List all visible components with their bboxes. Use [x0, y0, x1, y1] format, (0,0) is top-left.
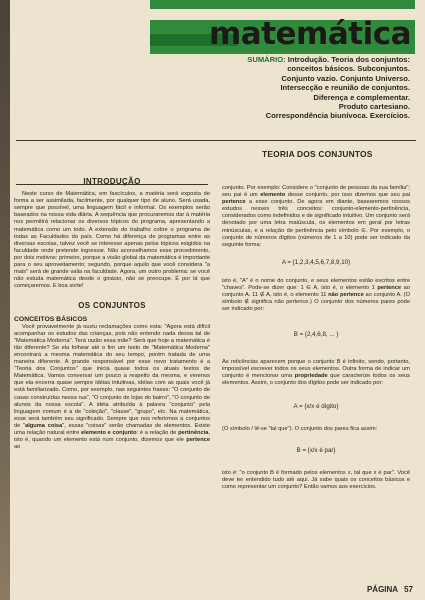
formula-set-a: A = {1,2,3,4,5,6,7,8,9,10}	[281, 258, 351, 266]
summary-line: Introdução. Teoria dos conjuntos:	[287, 55, 410, 64]
page-footer	[361, 585, 413, 594]
conceitos-paragraph: Você provavelmente já ouviu reclamações como esta: "Agora está difícil acompanhar os estudos das crianças, pois não entendo nada dessa tal de "Matemática Moderna". Terá razão essa mãe? Será que hoje a matemática é tão diferente? Se ela folhear até o fim um texto de "Matemática Moderna" encontrará a mesma matemática do seu tempo, porém tratada de uma maneira diferente. A grande responsável por esse novo tratamento é a "Teoria dos Conjuntos" que inicia quase todos os atuais textos de Matemática. Vamos conversar um pouco a respeito da mesma, e verenos que ela encerra quase sempre idéias intuitivas, idéias com as quais você já está familiarizado. Como, por exemplo, nas seguintes frases: "O conjunto de casas construídas nessa rua", "O conjunto de lojas do bairro", "O conjunto de alunos da nossa escola". A idéia atribuída à palavra "conjunto" pela linguagem comum é a de "coleção", "classe", "grupo", etc. Na matemática, esse será também seu significado. Sempre que nos referirmos a conjuntos de "alguma coisa", essas "coisas" serão chamadas de elementos. Existe uma relação natural entre elemento e conjunto: é a relação de pertinência, isto é, quando um elemento está num conjunto, dizemos que ele pertence ao	[14, 323, 210, 451]
summary-line: Intersecção e reunião de conjuntos.	[280, 83, 410, 93]
page-title: matemática	[208, 16, 411, 52]
body-paragraph: conjunto. Por exemplo: Considere o "conjunto de pessoas da sua família"; seu pai é um elemento desse conjunto, por isso dizemos que seu pai pertence a esse conjunto. De agora em diante, basearemos nossos estudos nesses três conceitos: conjunto-elemento-pertinência, considerados como indefinidos e de significado intuitivo. Um conjunto será denotado por uma letra maiúscula, os elementos em geral por letras minúsculas, e a relação de pertinência pelo símbolo ∈. Por exemplo, o conjunto de números dígitos (números de 1 a 10) pode ser indicado da seguinte forma:	[222, 185, 410, 248]
left-column	[14, 178, 210, 451]
body-paragraph: isto é, "A" é o nome do conjunto, e seus elementos estão escritos entre "chaves". Pode-se dizer que: 1 ∈ A, isto é, o elemento 1 pertence ao conjunto A. 11 ∉ A, isto é, o elemento 11 não pertence ao conjunto A. (O símbolo ∉ significa não pertence.) O conjunto dos números pares pode ser indicado por:	[222, 277, 411, 313]
summary-line: conceitos básicos. Subconjuntos.	[287, 64, 410, 74]
summary-label: SUMÁRIO:	[247, 55, 286, 64]
green-header-strip	[150, 0, 415, 9]
formula-set-b: B = {2,4,6,8, ... }	[293, 331, 339, 339]
formula-set-b-property: B = {x/x é par}	[296, 447, 336, 455]
section-divider	[16, 140, 416, 141]
title-band	[150, 16, 415, 54]
summary-line: Produto cartesiano.	[338, 102, 410, 112]
section-heading: TEORIA DOS CONJUNTOS	[262, 149, 373, 159]
body-paragraph: As reticências aparecem porque o conjunto B é infinito, sendo, portanto, impossível escrever todos os seus elementos. Outra forma de indicar um conjunto é mencionar uma propriedade que caracterize todos os seus elementos. Assim, o conjunto dos dígitos pode ser indicado por:	[222, 358, 411, 386]
conceitos-heading: CONCEITOS BÁSICOS	[14, 315, 88, 323]
page-edge-shadow	[0, 0, 10, 600]
page-label: PÁGINA	[366, 585, 399, 594]
summary-box	[20, 55, 410, 121]
summary-line: Correspondência biunívoca. Exercícios.	[265, 111, 410, 121]
intro-heading: INTRODUÇÃO	[83, 177, 141, 186]
page-number: 57	[404, 585, 413, 594]
intro-paragraph: Neste curso de Matemática, em fascículos, a matéria será exposta de forma a ser assimilada, facilmente, por qualquer tipo de aluno. Será usada, sempre que possível, uma linguagem fácil e informal. Os exemplos serão baseados na nossa vida diária. A sequência que procuraremos dar à matéria nos permitirá relacionar os diversos tópicos do programa, apresentando a matemática como um todo. A extensão do trabalho cobre o programa de todas as Faculdades do país. Como há diferença de programas entre as diversas escolas, talvez você se interesse apenas pelos tópicos exigidos na faculdade onde pretende ingressar. Não aconselhamos esse procedimento, por dois motivos: primeiro, porque a visão global da matemática é importante para o seu aproveitamento; segundo, porque aquilo que você considera "a mais" será de grande valia na faculdade. Agora, um outro problema: se você não estuda matemática desde o ginásio, não se preocupe. É por lá que começaremos. E boa sorte!	[14, 191, 210, 290]
body-paragraph: isto é: "o conjunto B é formado pelos elementos x, tal que x é par". Você deve ter entendido tudo até aqui. Já sabe quais os conceitos básicos e como representar um conjunto? Então vamos aos exercícios.	[222, 470, 410, 491]
right-column	[222, 185, 410, 491]
formula-set-a-property: A = {x/x é dígito}	[293, 402, 339, 410]
summary-line: Diferença e complementar.	[313, 92, 410, 102]
conjuntos-heading: OS CONJUNTOS	[78, 301, 146, 311]
body-paragraph: (O símbolo / lê-se "tal que"). O conjunto dos pares fica assim:	[222, 425, 378, 432]
summary-line: Conjunto vazio. Conjunto Universo.	[281, 73, 410, 83]
